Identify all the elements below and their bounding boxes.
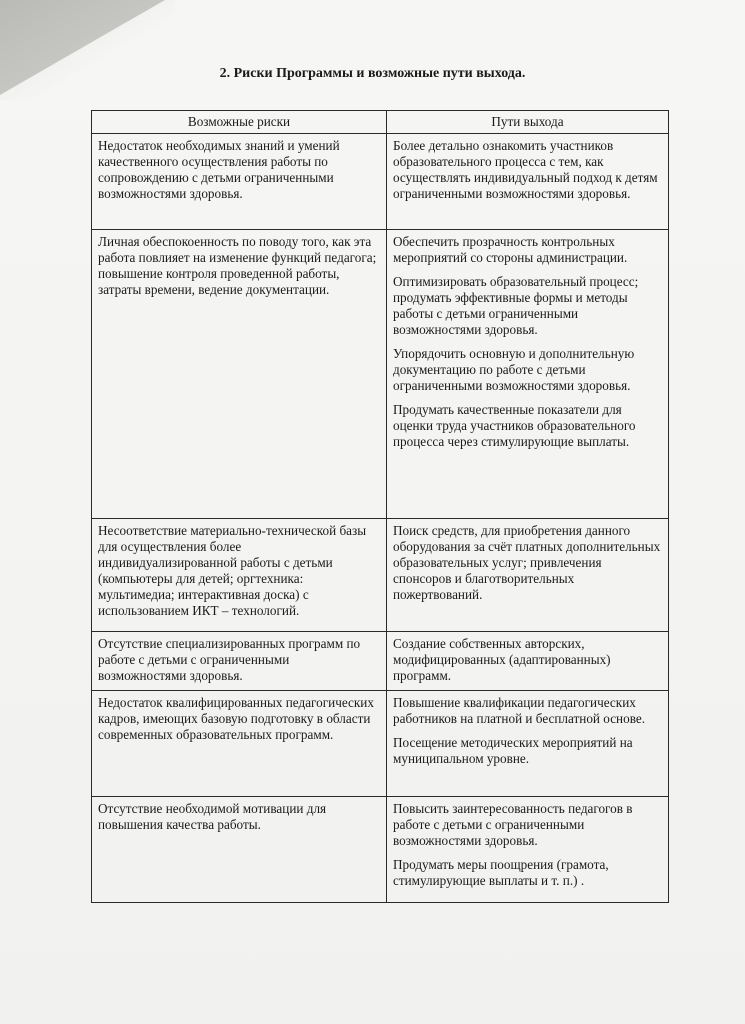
header-risks: Возможные риски <box>92 111 387 134</box>
solution-text: Повысить заинтересованность педагогов в работе с детьми с ограниченными возможностями здоровья. <box>393 801 633 848</box>
risk-cell: Отсутствие специализированных программ по работе с детьми с ограниченными возможностями здоровья. <box>92 632 387 691</box>
table-row <box>92 691 669 797</box>
solution-text: Обеспечить прозрачность контрольных мероприятий со стороны администрации. <box>393 234 628 265</box>
solution-text: Более детально ознакомить участников образовательного процесса с тем, как осуществлять индивидуальный подход к детям ограниченными возможностями здоровья. <box>393 138 658 201</box>
solution-text: Посещение методических мероприятий на муниципальном уровне. <box>393 735 633 766</box>
table-row <box>92 519 669 632</box>
solution-cell <box>387 519 669 632</box>
table-row <box>92 134 669 230</box>
header-solutions: Пути выхода <box>387 111 669 134</box>
solution-text: Продумать качественные показатели для оценки труда участников образовательного процесса через стимулирующие выплаты. <box>393 402 636 449</box>
table-row <box>92 230 669 519</box>
risk-cell: Недостаток квалифицированных педагогических кадров, имеющих базовую подготовку в области современных образовательных программ. <box>92 691 387 797</box>
risk-cell: Несоответствие материально-технической базы для осуществления более индивидуализированной работы с детьми (компьютеры для детей; оргтехника: мультимедиа; интерактивная доска) с использованием ИКТ – технологий. <box>92 519 387 632</box>
section-heading: 2. Риски Программы и возможные пути выхода. <box>219 66 526 81</box>
solution-cell <box>387 134 669 230</box>
page-fold-shadow <box>0 0 175 100</box>
solution-cell <box>387 691 669 797</box>
solution-cell <box>387 230 669 519</box>
solution-text: Создание собственных авторских, модифицированных (адаптированных) программ. <box>393 636 611 683</box>
solution-text: Оптимизировать образовательный процесс; продумать эффективные формы и методы работы с детьми ограниченными возможностями здоровья. <box>393 274 639 337</box>
solution-cell <box>387 632 669 691</box>
solution-text: Поиск средств, для приобретения данного оборудования за счёт платных дополнительных образовательных услуг; привлечения спонсоров и благотворительных пожертвований. <box>393 523 661 602</box>
table-row <box>92 797 669 903</box>
risk-cell: Недостаток необходимых знаний и умений качественного осуществления работы по сопровождению с детьми ограниченными возможностями здоровья. <box>92 134 387 230</box>
risk-cell: Отсутствие необходимой мотивации для повышения качества работы. <box>92 797 387 903</box>
risk-cell: Личная обеспокоенность по поводу того, как эта работа повлияет на изменение функций педагога; повышение контроля проведенной работы, затраты времени, ведение документации. <box>92 230 387 519</box>
solution-cell <box>387 797 669 903</box>
risks-table <box>91 110 669 903</box>
solution-text: Повышение квалификации педагогических работников на платной и бесплатной основе. <box>393 695 646 726</box>
table-row <box>92 632 669 691</box>
table-header-row <box>92 111 669 134</box>
solution-text: Упорядочить основную и дополнительную документацию по работе с детьми ограниченными возможностями здоровья. <box>393 346 635 393</box>
solution-text: Продумать меры поощрения (грамота, стимулирующие выплаты и т. п.) . <box>393 857 609 888</box>
